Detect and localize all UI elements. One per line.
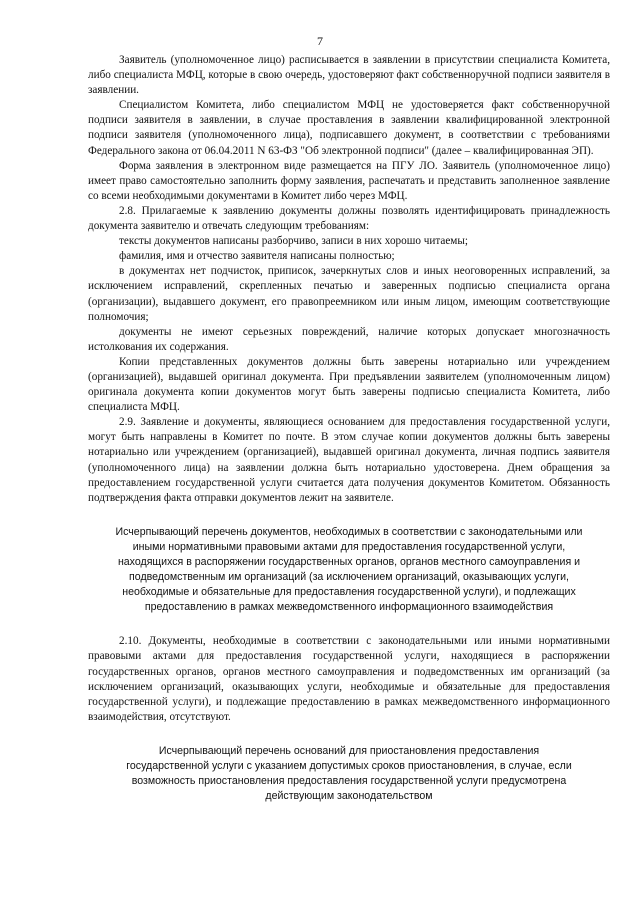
page-body [88,53,610,804]
paragraph: фамилия, имя и отчество заявителя написаны полностью; [119,250,395,263]
section-heading: Исчерпывающий перечень оснований для приостановления предоставления государственной услуги с указанием допустимых сроков приостановления, в случае, если возможность приостановления предоставления государственной услуги предусмотрена действующим законодательством [126,744,572,803]
paragraph: Копии представленных документов должны быть заверены нотариально или учреждением (организацией), выдавшей оригинал документа. При предъявлении заявителем (уполномоченным лицом) оригинала документа копии документов могут быть заверены подписью специалиста Комитета, либо специалиста МФЦ. [88,355,610,414]
paragraph: документы не имеют серьезных повреждений, наличие которых допускает многозначность истолкования их содержания. [88,325,610,353]
section-heading: Исчерпывающий перечень документов, необходимых в соответствии с законодательными или иными нормативными правовыми актами для предоставления государственной услуги, находящихся в распоряжении государственных органов, органов местного самоуправления и подведомственным им организаций (за исключением организаций, оказывающих услуги, необходимые и обязательные для предоставления государственной услуги), и подлежащих предоставлению в рамках межведомственного информационного взаимодействия [115,525,583,614]
paragraph: Форма заявления в электронном виде размещается на ПГУ ЛО. Заявитель (уполномоченное лицо) имеет право самостоятельно заполнить форму заявления, распечатать и представить заполненное заявление со всеми необходимыми документами в Комитет либо через МФЦ. [88,159,610,202]
paragraph: Заявитель (уполномоченное лицо) расписывается в заявлении в присутствии специалиста Комитета, либо специалиста МФЦ, которые в свою очередь, удостоверяют факт собственноручной подписи заявителя в заявлении. [88,54,610,97]
paragraph: 2.9. Заявление и документы, являющиеся основанием для предоставления государственной услуги, могут быть направлены в Комитет по почте. В этом случае копии документов должны быть заверены нотариально или учреждением (организацией), выдавшей оригинал документа, личная подпись заявителя (уполномоченного лица) на заявлении должна быть нотариально удостоверена. Днем обращения за предоставлением государственной услуги считается дата получения документов Комитетом. Обязанность подтверждения факта отправки документов лежит на заявителе. [88,416,610,504]
paragraph: тексты документов написаны разборчиво, записи в них хорошо читаемы; [119,235,469,248]
paragraph: 2.8. Прилагаемые к заявлению документы должны позволять идентифицировать принадлежность документа заявителю и отвечать следующим требованиям: [88,204,610,233]
paragraph: в документах нет подчисток, приписок, зачеркнутых слов и иных неоговоренных исправлений, за исключением исправлений, скрепленных печатью и заверенных подписью специалиста органа (организации), выдавшего документ, его правопреемником или иным лицом, имеющим соответствующие полномочия; [88,265,610,323]
page-number: 7 [317,34,323,48]
paragraph: 2.10. Документы, необходимые в соответствии с законодательными или иными нормативными правовыми актами для предоставления государственной услуги, находящиеся в распоряжении государственных органов, органов местного самоуправления и подведомственных им организаций (за исключением организаций, оказывающих услуги, необходимые и обязательные для предоставления государственной услуги), и подлежащие предоставлению в рамках межведомственного информационного взаимодействия, отсутствуют. [88,635,610,723]
paragraph: Специалистом Комитета, либо специалистом МФЦ не удостоверяется факт собственноручной подписи заявителя в заявлении, в случае проставления в заявлении квалифицированной электронной подписи заявителя (уполномоченного лица), подписавшего документ, в соответствии с требованиями Федерального закона от 06.04.2011 N 63-ФЗ "Об электронной подписи" (далее – квалифицированная ЭП). [88,99,610,157]
